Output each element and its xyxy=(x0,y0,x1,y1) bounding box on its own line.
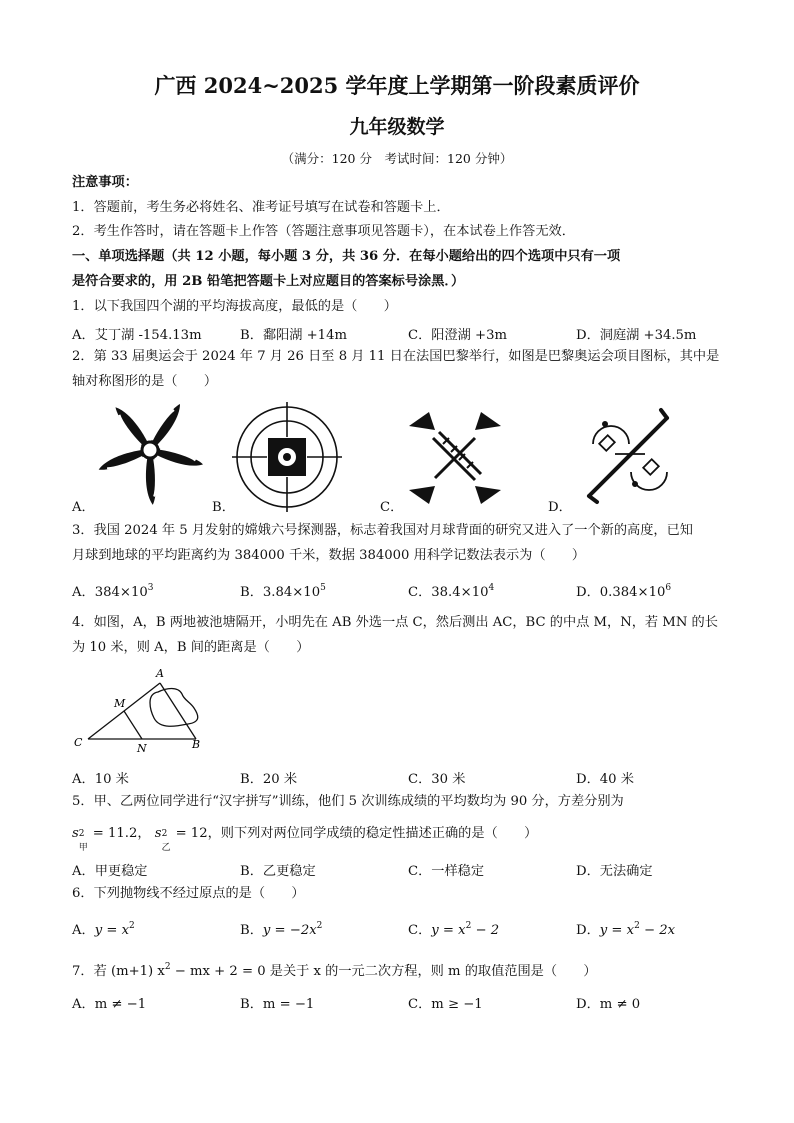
q7-stem: 7．若 (m+1) $x^2$ − mx + 2 = 0 是关于 x 的一元二次方程，则 m 的取值范围是（ ） xyxy=(72,962,597,979)
q6-stem: 6．下列抛物线不经过原点的是（ ） xyxy=(72,886,305,901)
q2-stem-line1: 2．第 33 届奥运会于 2024 年 7 月 26 日至 8 月 11 日在法国巴黎举行，如图是巴黎奥运会项目图标，其中是 xyxy=(72,349,720,364)
q5-option-d: D．无法确定 xyxy=(576,864,653,879)
section1-line2: 是符合要求的，用 2B 铅笔把答题卡上对应题目的答案标号涂黑．） xyxy=(72,274,465,289)
exam-subject: 九年级数学 xyxy=(349,116,445,138)
q5-option-a: A．甲更稳定 xyxy=(72,864,148,879)
q6-option-d: D．$y = x^2 - 2x$ xyxy=(576,921,676,938)
notice-heading: 注意事项： xyxy=(72,175,138,190)
q4-option-a: A．10 米 xyxy=(72,772,129,787)
q7-option-d: D．m ≠ 0 xyxy=(576,997,641,1012)
notice-item-1: 1．答题前，考生务必将姓名、准考证号填写在试卷和答题卡上． xyxy=(72,200,450,215)
q3-stem-line2: 月球到地球的平均距离约为 384000 千米，数据 384000 用科学记数法表示为（ ） xyxy=(72,548,586,563)
exam-title: 广西 2024~2025 学年度上学期第一阶段素质评价 xyxy=(154,73,640,98)
q7-option-c: C．m ≥ −1 xyxy=(408,997,483,1012)
skateboard-icon xyxy=(575,404,685,504)
q3-stem-line1: 3．我国 2024 年 5 月发射的嫦娥六号探测器，标志着我国对月球背面的研究又进入了一个新的高度，已知 xyxy=(72,523,693,538)
q5-stem-line2: s 2 甲 = 11.2， s 2 乙 = 12，则下列对两位同学成绩的稳定性描述正确的是（ ） xyxy=(72,826,538,853)
q6-option-b: B．$y = -2x^2$ xyxy=(240,921,323,938)
target-icon xyxy=(232,402,342,512)
q7-option-b: B．m = −1 xyxy=(240,997,315,1012)
q3-option-c: C．$38.4\times 10^4$ xyxy=(408,583,495,600)
q3-option-b: B．$3.84\times 10^5$ xyxy=(240,583,326,600)
q4-triangle-figure xyxy=(70,664,220,756)
section1-line1: 一、单项选择题（共 12 小题，每小题 3 分，共 36 分．在每小题给出的四个选项中只有一项 xyxy=(72,249,621,264)
q1-option-a: A．艾丁湖 -154.13m xyxy=(72,328,202,343)
q2-stem-line2: 轴对称图形的是（ ） xyxy=(72,374,218,389)
point-b-label: B xyxy=(192,738,201,751)
point-m-label: M xyxy=(114,697,126,710)
q5-stem-line1: 5．甲、乙两位同学进行“汉字拼写”训练，他们 5 次训练成绩的平均数均为 90 分，方差分别为 xyxy=(72,794,624,809)
point-c-label: C xyxy=(74,736,83,749)
q6-option-c: C．$y = x^2 - 2$ xyxy=(408,921,500,938)
q5-option-b: B．乙更稳定 xyxy=(240,864,316,879)
exam-meta: （满分：120 分 考试时间：120 分钟） xyxy=(281,151,513,166)
q4-option-c: C．30 米 xyxy=(408,772,466,787)
q6-option-a: A．$y = x^2$ xyxy=(72,921,135,938)
q1-stem: 1．以下我国四个湖的平均海拔高度，最低的是（ ） xyxy=(72,299,397,314)
q1-option-d: D．洞庭湖 +34.5m xyxy=(576,328,697,343)
q2-label-d: D． xyxy=(548,500,572,515)
q2-label-b: B． xyxy=(212,500,235,515)
point-n-label: N xyxy=(137,742,147,755)
q4-option-b: B．20 米 xyxy=(240,772,298,787)
q2-label-a: A． xyxy=(72,500,95,515)
point-a-label: A xyxy=(156,667,164,680)
pinwheel-icon xyxy=(95,400,205,500)
gymnastics-rings-icon xyxy=(405,408,505,508)
q3-option-d: D．$0.384\times 10^6$ xyxy=(576,583,672,600)
q1-option-b: B．鄱阳湖 +14m xyxy=(240,328,347,343)
q4-stem-line1: 4．如图，A，B 两地被池塘隔开，小明先在 AB 外选一点 C，然后测出 AC，BC 的中点 M，N，若 MN 的长 xyxy=(72,615,718,630)
q1-option-c: C．阳澄湖 +3m xyxy=(408,328,507,343)
q7-option-a: A．m ≠ −1 xyxy=(72,997,147,1012)
q3-option-a: A．$384\times 10^3$ xyxy=(72,583,154,600)
q2-label-c: C． xyxy=(380,500,404,515)
q4-stem-line2: 为 10 米，则 A，B 间的距离是（ ） xyxy=(72,640,310,655)
notice-item-2: 2．考生作答时，请在答题卡上作答（答题注意事项见答题卡），在本试卷上作答无效． xyxy=(72,224,575,239)
q4-option-d: D．40 米 xyxy=(576,772,634,787)
q5-option-c: C．一样稳定 xyxy=(408,864,485,879)
